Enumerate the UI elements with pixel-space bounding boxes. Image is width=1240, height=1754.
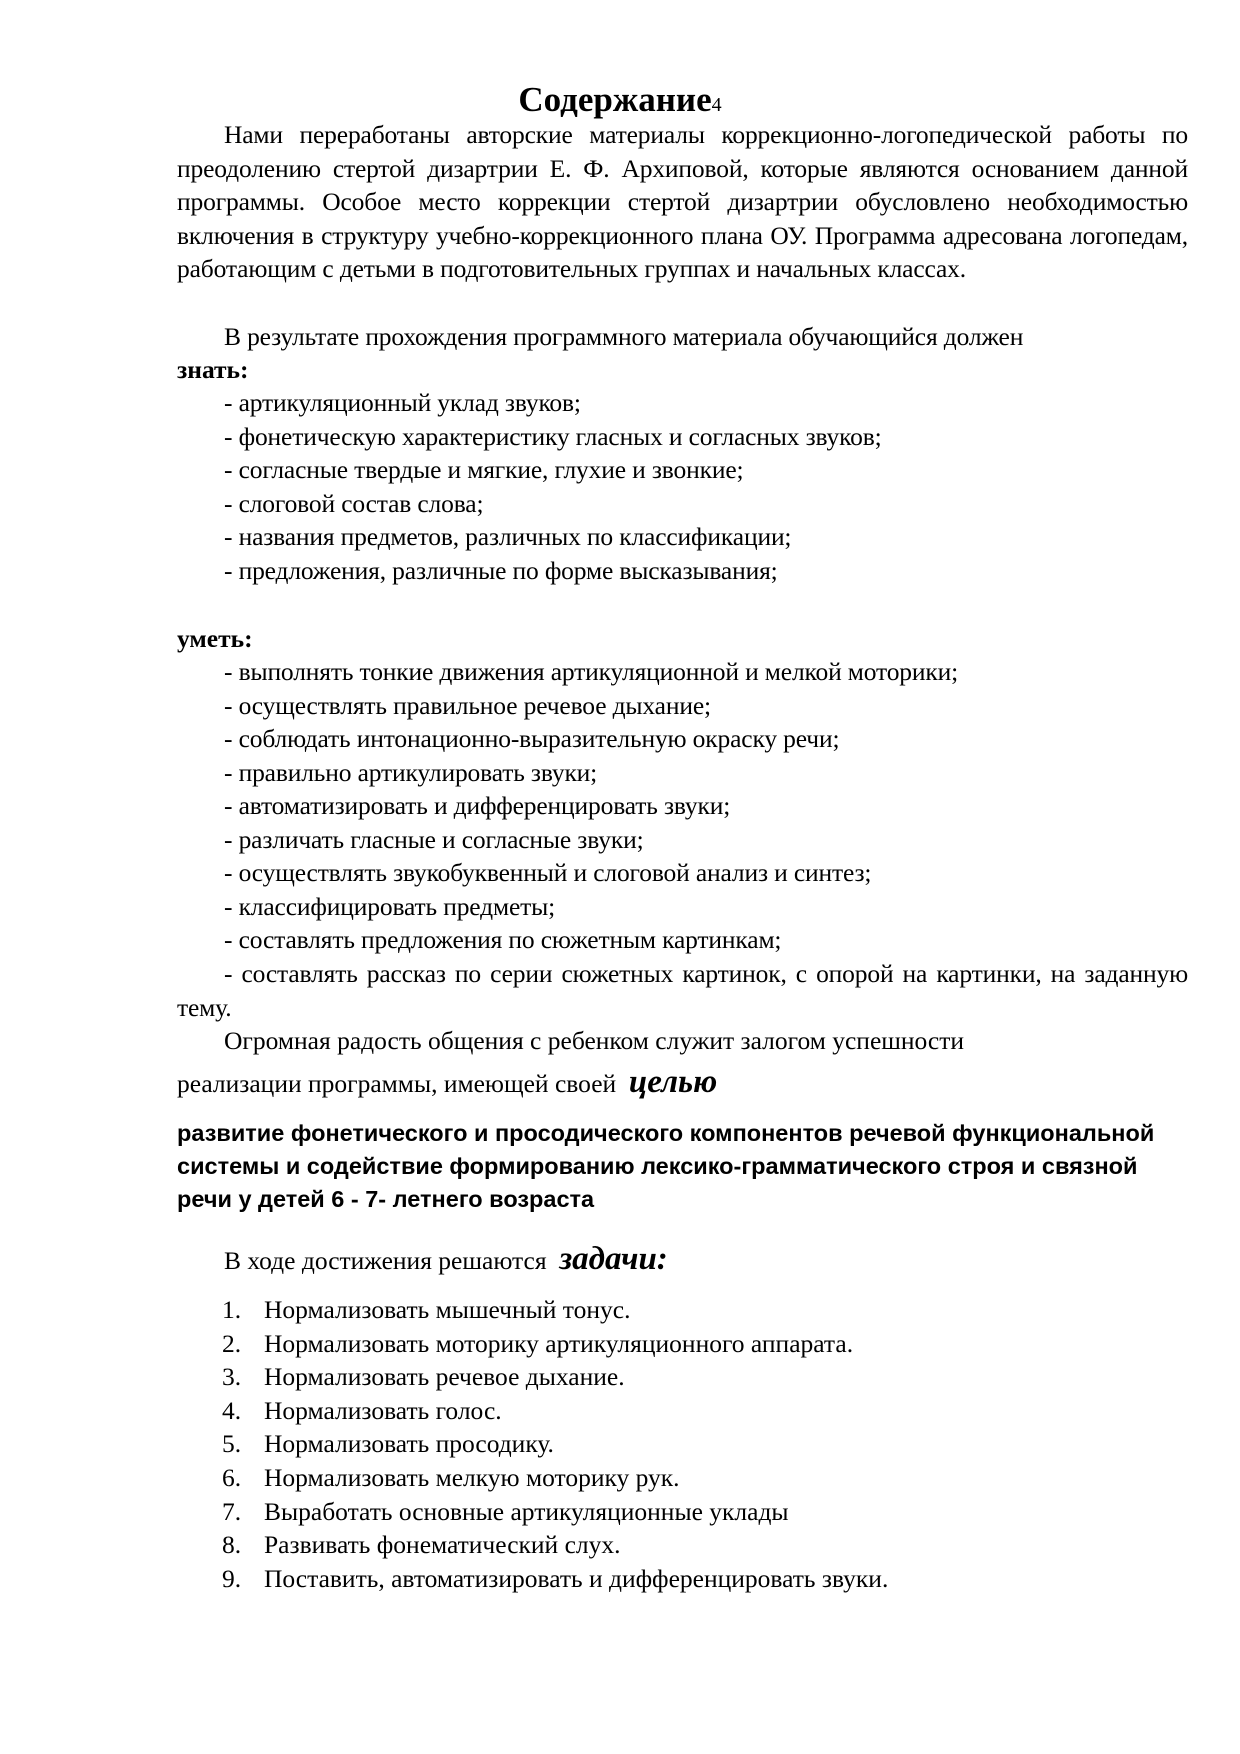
task-text: Нормализовать речевое дыхание. — [264, 1362, 625, 1392]
task-number: 4. — [222, 1395, 242, 1425]
task-text: Поставить, автоматизировать и дифференцировать звуки. — [264, 1563, 889, 1593]
task-number: 1. — [222, 1295, 242, 1324]
able-item: - соблюдать интонационно-выразительную окраску речи; — [224, 724, 840, 753]
know-item: - фонетическую характеристику гласных и согласных звуков; — [224, 421, 882, 451]
task-text: Выработать основные артикуляционные уклады — [264, 1496, 789, 1526]
joy-paragraph: Огромная радость общения с ребенком служит залогом успешности — [224, 1026, 965, 1055]
know-item: - артикуляционный уклад звуков; — [224, 388, 581, 417]
task-number: 3. — [222, 1362, 242, 1392]
know-item: - согласные твердые и мягкие, глухие и звонкие; — [224, 455, 744, 484]
know-item: - названия предметов, различных по классификации; — [224, 522, 792, 551]
goal-intro-text: реализации программы, имеющей своей — [177, 1069, 617, 1098]
title-text: Содержание — [518, 80, 712, 119]
task-item — [222, 1495, 888, 1529]
task-item — [222, 1528, 888, 1562]
tasks-word: задачи: — [559, 1241, 668, 1277]
result-paragraph: В результате прохождения программного материала обучающийся должен — [224, 322, 1024, 351]
goal-word: целью — [628, 1064, 718, 1100]
task-number: 7. — [222, 1496, 242, 1526]
able-item: - осуществлять правильное речевое дыхание; — [224, 690, 711, 720]
know-item: - предложения, различные по форме высказывания; — [224, 555, 778, 585]
task-item — [222, 1360, 888, 1394]
goal-statement: развитие фонетического и просодического компонентов речевой функциональной системы и содействие формированию лексико-грамматического строя и связной речи у детей 6 - 7- летнего возраста — [177, 1120, 1155, 1212]
able-item: - выполнять тонкие движения артикуляционной и мелкой моторики; — [224, 657, 959, 686]
task-item — [222, 1427, 888, 1461]
able-item: - правильно артикулировать звуки; — [224, 757, 598, 787]
intro-paragraph: Нами переработаны авторские материалы коррекционно-логопедической работы по преодолению стертой дизартрии Е. Ф. Архиповой, которые являются основанием данной программы. Особое место коррекции стертой дизартрии обусловлено необходимостью включения в структуру учебно-коррекционного плана ОУ. Программа адресована логопедам, работающим с детьми в подготовительных группах и начальных классах. — [177, 120, 1188, 283]
able-item: - различать гласные и согласные звуки; — [224, 824, 644, 854]
task-number: 8. — [222, 1530, 242, 1560]
know-item: - слоговой состав слова; — [224, 488, 484, 518]
goal-intro-line — [177, 1062, 717, 1104]
tasks-list — [222, 1293, 888, 1595]
intro-block — [177, 118, 1188, 286]
task-item — [222, 1293, 888, 1327]
task-text: Нормализовать просодику. — [264, 1429, 554, 1459]
able-item: - осуществлять звукобуквенный и слоговой анализ и синтез; — [224, 858, 872, 887]
result-block — [177, 320, 1188, 354]
task-text: Нормализовать моторику артикуляционного аппарата. — [264, 1328, 854, 1358]
task-item — [222, 1327, 888, 1361]
able-item: - автоматизировать и дифференцировать звуки; — [224, 791, 731, 820]
know-heading: знать: — [177, 355, 249, 384]
task-text: Нормализовать мышечный тонус. — [264, 1295, 631, 1324]
able-list — [224, 655, 958, 957]
able-item: - составлять предложения по сюжетным картинкам; — [224, 925, 782, 954]
task-number: 2. — [222, 1328, 242, 1358]
task-item — [222, 1461, 888, 1495]
task-number: 5. — [222, 1429, 242, 1459]
able-item-last: - составлять рассказ по серии сюжетных картинок, с опорой на картинки, на заданную тему. — [177, 959, 1188, 1022]
task-item — [222, 1394, 888, 1428]
title-page-number: 4 — [711, 94, 722, 116]
task-number: 6. — [222, 1462, 242, 1492]
task-text: Нормализовать голос. — [264, 1395, 502, 1425]
task-number: 9. — [222, 1563, 242, 1593]
task-text: Развивать фонематический слух. — [264, 1530, 621, 1560]
tasks-intro-text: В ходе достижения решаются — [224, 1246, 547, 1275]
know-list — [224, 386, 882, 587]
tasks-intro-line — [224, 1237, 668, 1283]
able-item: - классифицировать предметы; — [224, 891, 556, 921]
task-item — [222, 1562, 888, 1596]
able-heading: уметь: — [177, 624, 253, 653]
task-text: Нормализовать мелкую моторику рук. — [264, 1462, 680, 1492]
